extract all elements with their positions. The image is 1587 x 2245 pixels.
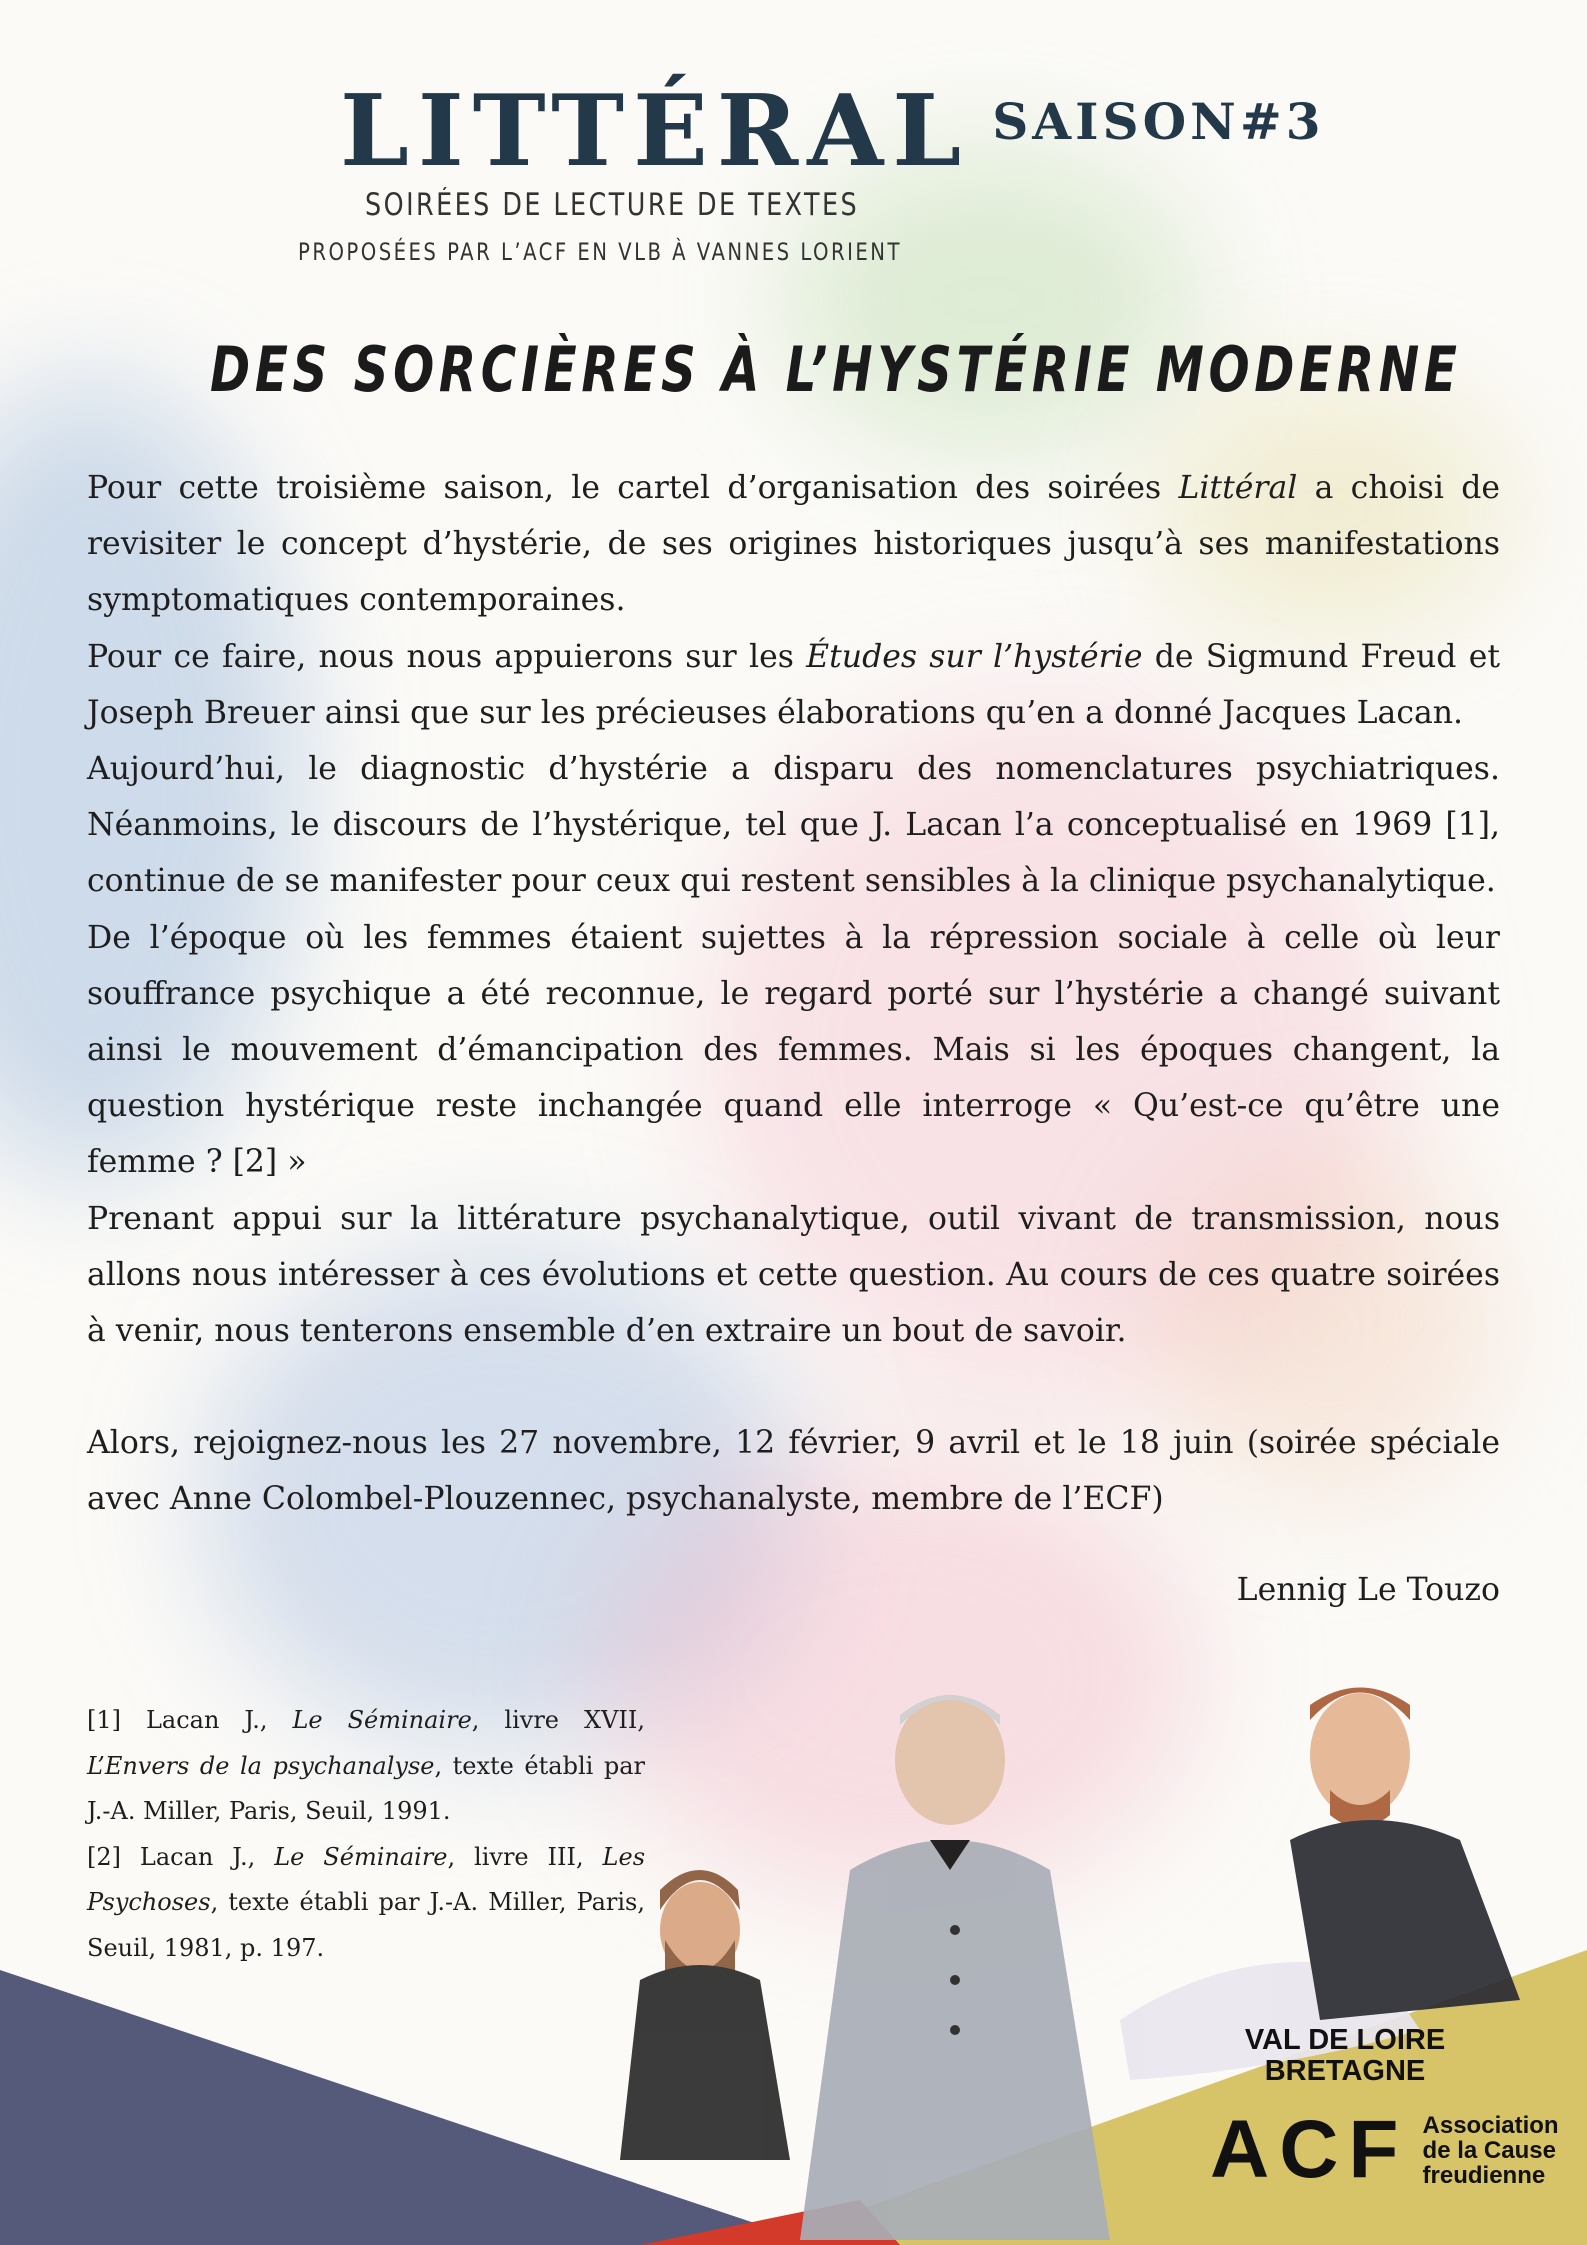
subtitle-line-1: SOIRÉES DE LECTURE DE TEXTES — [365, 187, 860, 223]
footnote-2: [2] Lacan J., Le Séminaire, livre III, Les Psychoses, texte établi par J.-A. Miller, Paris, Seuil, 1981, p. 197. — [87, 1842, 646, 1962]
paragraph-1: Pour cette troisième saison, le cartel d’organisation des soirées Littéral a choisi de revisiter le concept d’hystérie, de ses origines historiques jusqu’à ses manifestations symptomatiques contemporaines. — [87, 470, 1500, 619]
subtitle-line-2: PROPOSÉES PAR L’ACF EN VLB À VANNES LORIENT — [298, 238, 902, 266]
logo-acronym: ACF — [1210, 2104, 1409, 2195]
body-text — [87, 460, 1500, 1528]
logo-row — [1210, 2104, 1570, 2195]
season-label: SAISON#3 — [992, 92, 1325, 151]
paragraph-5: Prenant appui sur la littérature psychanalytique, outil vivant de transmission, nous allons nous intéresser à ces évolutions et cette question. Au cours de ces quatre soirées à venir, nous tenterons ensemble d’en extraire un bout de savoir. — [87, 1200, 1500, 1350]
paragraph-6: Alors, rejoignez-nous les 27 novembre, 12 février, 9 avril et le 18 juin (soirée spéciale avec Anne Colombel-Plouzennec, psychanalyste, membre de l’ECF) — [87, 1425, 1500, 1518]
logo-region: VAL DE LOIRE BRETAGNE — [1244, 2024, 1446, 2087]
brand-line — [340, 74, 1325, 189]
acf-logo — [1210, 2024, 1570, 2195]
footnote-1: [1] Lacan J., Le Séminaire, livre XVII, L’Envers de la psychanalyse, texte établi par J.-A. Miller, Paris, Seuil, 1991. — [87, 1706, 646, 1825]
brand-title: LITTÉRAL — [340, 74, 971, 189]
author-signature: Lennig Le Touzo — [1236, 1572, 1500, 1608]
paragraph-2: Pour ce faire, nous nous appuierons sur les Études sur l’hystérie de Sigmund Freud et Joseph Breuer ainsi que sur les précieuses élaborations qu’en a donné Jacques Lacan. — [87, 638, 1501, 731]
logo-association-name: Association de la Cause freudienne — [1422, 2111, 1559, 2189]
paragraph-4: De l’époque où les femmes étaient sujettes à la répression sociale à celle où leur souffrance psychique a été reconnue, le regard porté sur l’hystérie a changé suivant ainsi le mouvement d’émancipation des femmes. Mais si les époques changent, la question hystérique reste inchangée quand elle interroge « Qu’est-ce qu’être une femme ? [2] » — [87, 919, 1500, 1181]
theme-title: DES SORCIÈRES À L’HYSTÉRIE MODERNE — [210, 333, 1462, 406]
paragraph-3: Aujourd’hui, le diagnostic d’hystérie a disparu des nomenclatures psychiatriques. Néanmoins, le discours de l’hystérique, tel que J. Lacan l’a conceptualisé en 1969 [1], continue de se manifester pour ceux qui restent sensibles à la clinique psychanalytique. — [87, 751, 1500, 900]
